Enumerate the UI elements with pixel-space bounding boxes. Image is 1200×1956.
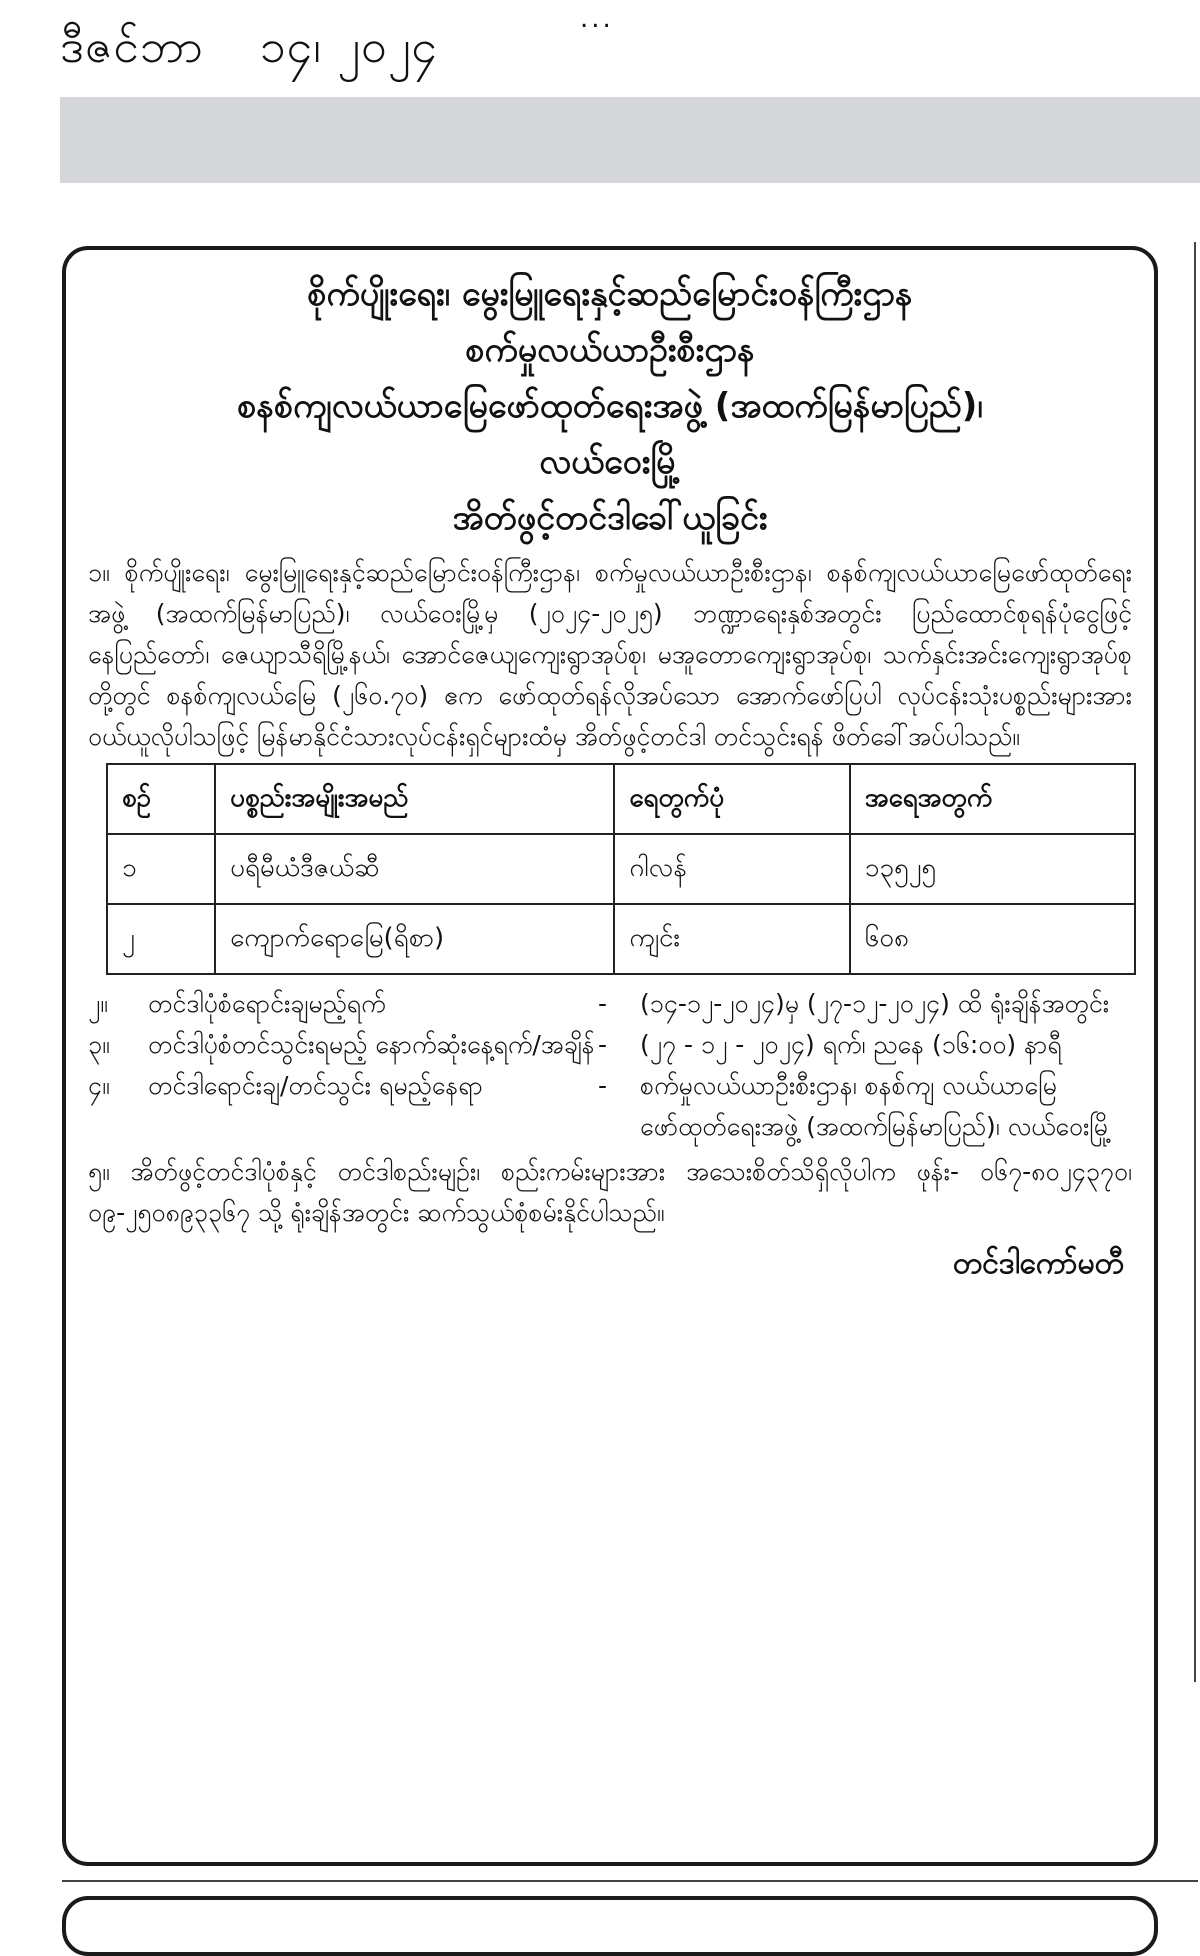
cell-unit: ဂါလန်	[614, 834, 849, 904]
table-row	[107, 904, 1135, 974]
table-header-row	[107, 764, 1135, 834]
info-number: ၂။	[88, 989, 108, 1018]
cell-item: ပရီမီယံဒီဇယ်ဆီ	[215, 834, 614, 904]
info-value: စက်မှုလယ်ယာဦးစီးဌာန၊ စနစ်ကျ လယ်ယာမြေဖော်ထုတ်ရေးအဖွဲ့ (အထက်မြန်မာပြည်)၊ လယ်ဝေးမြို့	[640, 1071, 1112, 1141]
heading-line-title: အိတ်ဖွင့်တင်ဒါခေါ်ယူခြင်း	[452, 498, 768, 538]
signature-committee: တင်ဒါကော်မတီ	[952, 1246, 1124, 1281]
paragraph-1: ၁။ စိုက်ပျိုးရေး၊ မွေးမြူရေးနှင့်ဆည်မြောင်းဝန်ကြီးဌာန၊ စက်မှုလယ်ယာဦးစီးဌာန၊ စနစ်ကျလယ်ယာမြေဖော်ထုတ်ရေးအဖွဲ့ (အထက်မြန်မာပြည်)၊ လယ်ဝေးမြို့မှ (၂၀၂၄-၂၀၂၅) ဘဏ္ဍာရေးနှစ်အတွင်း ပြည်ထောင်စုရန်ပုံငွေဖြင့် နေပြည်တော်၊ ဇေယျာသီရိမြို့နယ်၊ အောင်ဇေယျကျေးရွာအုပ်စု၊ မအူတောကျေးရွာအုပ်စု၊ သက်နှင်းအင်းကျေးရွာအုပ်စုတို့တွင် စနစ်ကျလယ်မြေ (၂၆၀.၇၀) ဧက ဖော်ထုတ်ရန်လိုအပ်သော အောက်ဖော်ပြပါ လုပ်ငန်းသုံးပစ္စည်းများအား ဝယ်ယူလိုပါသဖြင့် မြန်မာနိုင်ငံသားလုပ်ငန်းရှင်များထံမှ အိတ်ဖွင့်တင်ဒါ တင်သွင်းရန် ဖိတ်ခေါ်အပ်ပါသည်။	[88, 558, 1132, 751]
notice-heading	[88, 266, 1132, 546]
info-label: တင်ဒါပုံစံတင်သွင်းရမည့် နောက်ဆုံးနေ့ရက်/အချိန်	[148, 1030, 595, 1059]
col-header-unit: ရေတွက်ပုံ	[614, 764, 849, 834]
date-number: ၁၄၊ ၂၀၂၄	[259, 19, 439, 73]
cell-no: ၁	[107, 834, 215, 904]
bottom-divider	[62, 1880, 1198, 1882]
cell-quantity: ၆၀၈	[850, 904, 1135, 974]
column-divider	[1194, 242, 1196, 1682]
cell-quantity: ၁၃၅၂၅	[850, 834, 1135, 904]
date-month: ဒီဇင်ဘာ	[60, 19, 205, 73]
gray-banner	[60, 97, 1200, 183]
info-value: (၂၇ - ၁၂ - ၂၀၂၄) ရက်၊ ညနေ (၁၆:၀၀) နာရီ	[640, 1030, 1062, 1059]
info-number: ၃။	[88, 1030, 110, 1059]
cell-no: ၂	[107, 904, 215, 974]
info-dash: -	[598, 989, 608, 1018]
paragraph-5: ၅။ အိတ်ဖွင့်တင်ဒါပုံစံနှင့် တင်ဒါစည်းမျဉ်း၊ စည်းကမ်းများအား အသေးစိတ်သိရှိလိုပါက ဖုန်း- ၀၆၇-၈၀၂၄၃၇၀၊ ၀၉-၂၅၀၈၉၃၃၆၇ သို့ ရုံးချိန်အတွင်း ဆက်သွယ်စုံစမ်းနိုင်ပါသည်။	[88, 1157, 1132, 1227]
info-label: တင်ဒါပုံစံရောင်းချမည့်ရက်	[148, 989, 386, 1018]
info-dash: -	[598, 1071, 608, 1100]
info-label: တင်ဒါရောင်းချ/တင်သွင်း ရမည့်နေရာ	[148, 1071, 483, 1100]
col-header-no: စဉ်	[107, 764, 215, 834]
cell-unit: ကျင်း	[614, 904, 849, 974]
info-value: (၁၄-၁၂-၂၀၂၄)မှ (၂၇-၁၂-၂၀၂၄) ထိ ရုံးချိန်အတွင်း	[640, 989, 1110, 1018]
cell-item: ကျောက်ရောမြေ(ရိစာ)	[215, 904, 614, 974]
next-notice-box	[62, 1896, 1158, 1956]
info-row-deadline	[88, 1024, 1132, 1065]
heading-line-ministry: စိုက်ပျိုးရေး၊ မွေးမြူရေးနှင့်ဆည်မြောင်းဝန်ကြီးဌာန	[307, 274, 913, 314]
heading-line-department: စက်မှုလယ်ယာဦးစီးဌာန	[465, 330, 755, 370]
more-dots-icon: ...	[580, 4, 614, 34]
table-row	[107, 834, 1135, 904]
col-header-quantity: အရေအတွက်	[850, 764, 1135, 834]
info-dash: -	[598, 1030, 608, 1059]
info-row-location	[88, 1065, 1132, 1147]
issue-date	[60, 4, 614, 85]
info-row-sale-date	[88, 983, 1132, 1024]
tender-notice	[62, 246, 1158, 1866]
col-header-item: ပစ္စည်းအမျိုးအမည်	[215, 764, 614, 834]
heading-line-unit: စနစ်ကျလယ်ယာမြေဖော်ထုတ်ရေးအဖွဲ့ (အထက်မြန်မာပြည်)၊	[237, 386, 983, 426]
info-number: ၄။	[88, 1071, 110, 1100]
heading-line-town: လယ်ဝေးမြို့	[539, 442, 681, 482]
items-table	[106, 763, 1136, 975]
